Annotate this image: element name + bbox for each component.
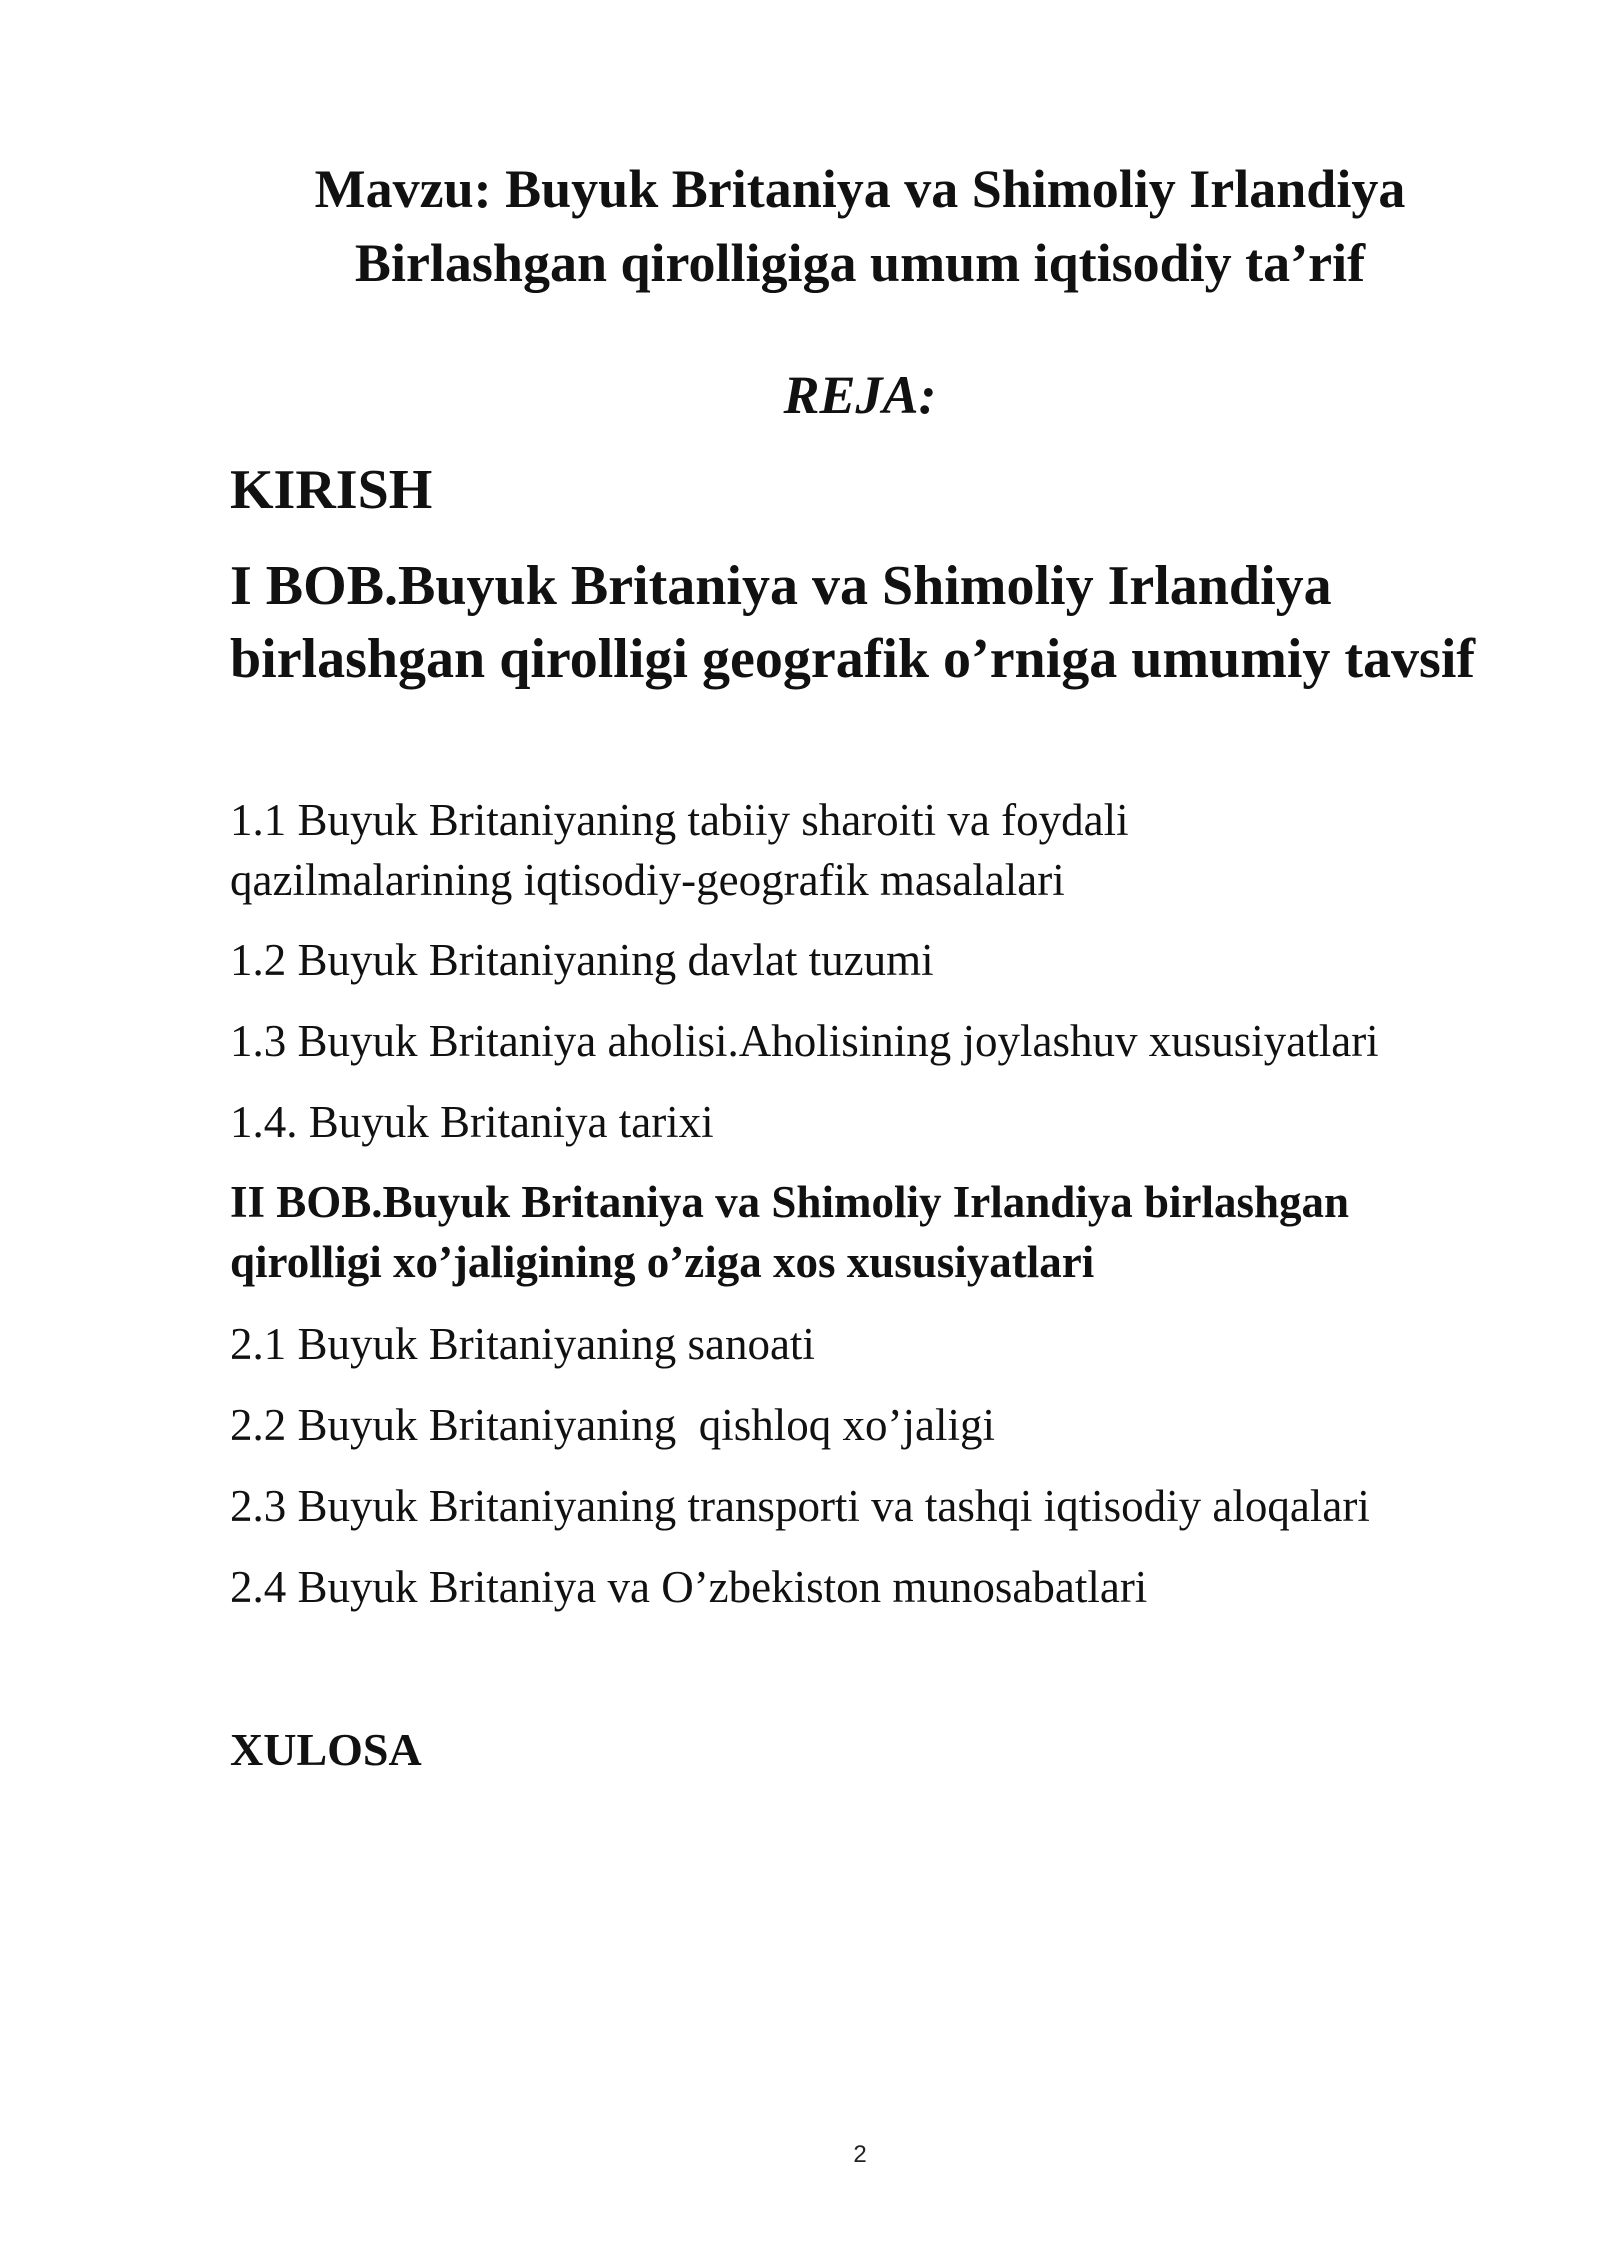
toc-item-1-3: 1.3 Buyuk Britaniya aholisi.Aholisining joylashuv xususiyatlari xyxy=(230,1016,1379,1066)
toc-item-1-4: 1.4. Buyuk Britaniya tarixi xyxy=(230,1097,714,1147)
chapter-1-heading: I BOB.Buyuk Britaniya va Shimoliy Irlandiya birlashgan qirolligi geografik o’rniga umumiy tavsif xyxy=(230,555,1476,690)
page-number: 2 xyxy=(853,2141,867,2168)
toc-item-1-1: 1.1 Buyuk Britaniyaning tabiiy sharoiti va foydali qazilmalarining iqtisodiy-geografik masalalari xyxy=(230,795,1129,905)
intro-heading: KIRISH xyxy=(230,459,433,521)
toc-item-2-1: 2.1 Buyuk Britaniyaning sanoati xyxy=(230,1319,815,1369)
document-title: Mavzu: Buyuk Britaniya va Shimoliy Irlandiya Birlashgan qirolligiga umum iqtisodiy ta’rif xyxy=(314,159,1406,293)
toc-item-2-2: 2.2 Buyuk Britaniyaning qishloq xo’jaligi xyxy=(230,1400,995,1450)
toc-item-2-3: 2.3 Buyuk Britaniyaning transporti va tashqi iqtisodiy aloqalari xyxy=(230,1481,1370,1531)
toc-item-1-2: 1.2 Buyuk Britaniyaning davlat tuzumi xyxy=(230,935,934,985)
toc-item-2-4: 2.4 Buyuk Britaniya va O’zbekiston munosabatlari xyxy=(230,1562,1148,1612)
conclusion-heading: XULOSA xyxy=(230,1724,422,1775)
chapter-2-heading: II BOB.Buyuk Britaniya va Shimoliy Irlandiya birlashgan qirolligi xo’jaligining o’ziga xos xususiyatlari xyxy=(230,1177,1350,1287)
plan-heading: REJA: xyxy=(783,365,937,425)
